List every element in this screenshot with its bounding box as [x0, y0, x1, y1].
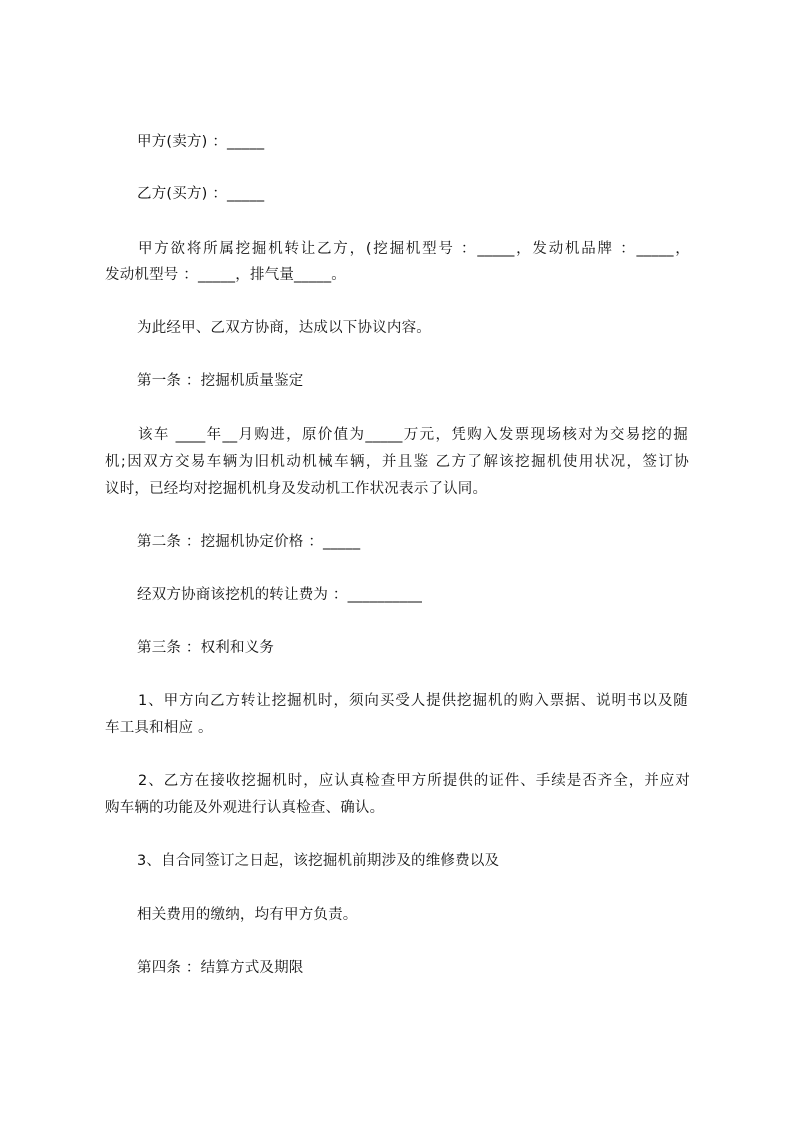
clause-3-line-2: 相关费用的缴纳，均有甲方负责。	[137, 907, 358, 923]
clause-1-line-2: 车工具和相应 。	[105, 720, 213, 736]
transfer-fee-line: 经双方协商该挖机的转让费为 ：__________	[137, 587, 423, 603]
intro-line-1: 甲方欲将所属挖掘机转让乙方，(挖掘机型号 ：_____，发动机品牌 ：_____，	[138, 241, 690, 257]
article-4-heading: 第四条 ：结算方式及期限	[137, 960, 304, 976]
article-3-heading: 第三条 ：权利和义务	[137, 640, 275, 656]
buyer-line: 乙方(买方) ：_____	[137, 186, 265, 202]
clause-1-line-1: 1、甲方向乙方转让挖掘机时，须向买受人提供挖掘机的购入票据、说明书以及随	[138, 693, 688, 709]
article-1-line-1: 该车 ____年__月购进，原价值为_____万元，凭购入发票现场核对为交易挖的掘	[138, 427, 688, 443]
article-2-heading: 第二条 ：挖掘机协定价格 ：_____	[137, 534, 361, 550]
article-1-heading: 第一条 ：挖掘机质量鉴定	[137, 373, 304, 389]
clause-3-line-1: 3、自合同签订之日起，该挖掘机前期涉及的维修费以及	[137, 853, 500, 869]
article-1-line-2: 机;因双方交易车辆为旧机动机械车辆，并且鉴 乙方了解该挖掘机使用状况，签订协	[105, 454, 689, 470]
article-1-line-3: 议时，已经均对挖掘机机身及发动机工作状况表示了认同。	[105, 481, 488, 497]
agreement-statement: 为此经甲、乙双方协商，达成以下协议内容。	[137, 320, 431, 336]
seller-line: 甲方(卖方) ：_____	[137, 134, 265, 150]
clause-2-line-1: 2、乙方在接收挖掘机时，应认真检查甲方所提供的证件、手续是否齐全，并应对	[138, 773, 690, 789]
clause-2-line-2: 购车辆的功能及外观进行认真检查、确认。	[105, 800, 385, 816]
intro-line-2: 发动机型号 ：_____，排气量_____。	[105, 267, 347, 283]
